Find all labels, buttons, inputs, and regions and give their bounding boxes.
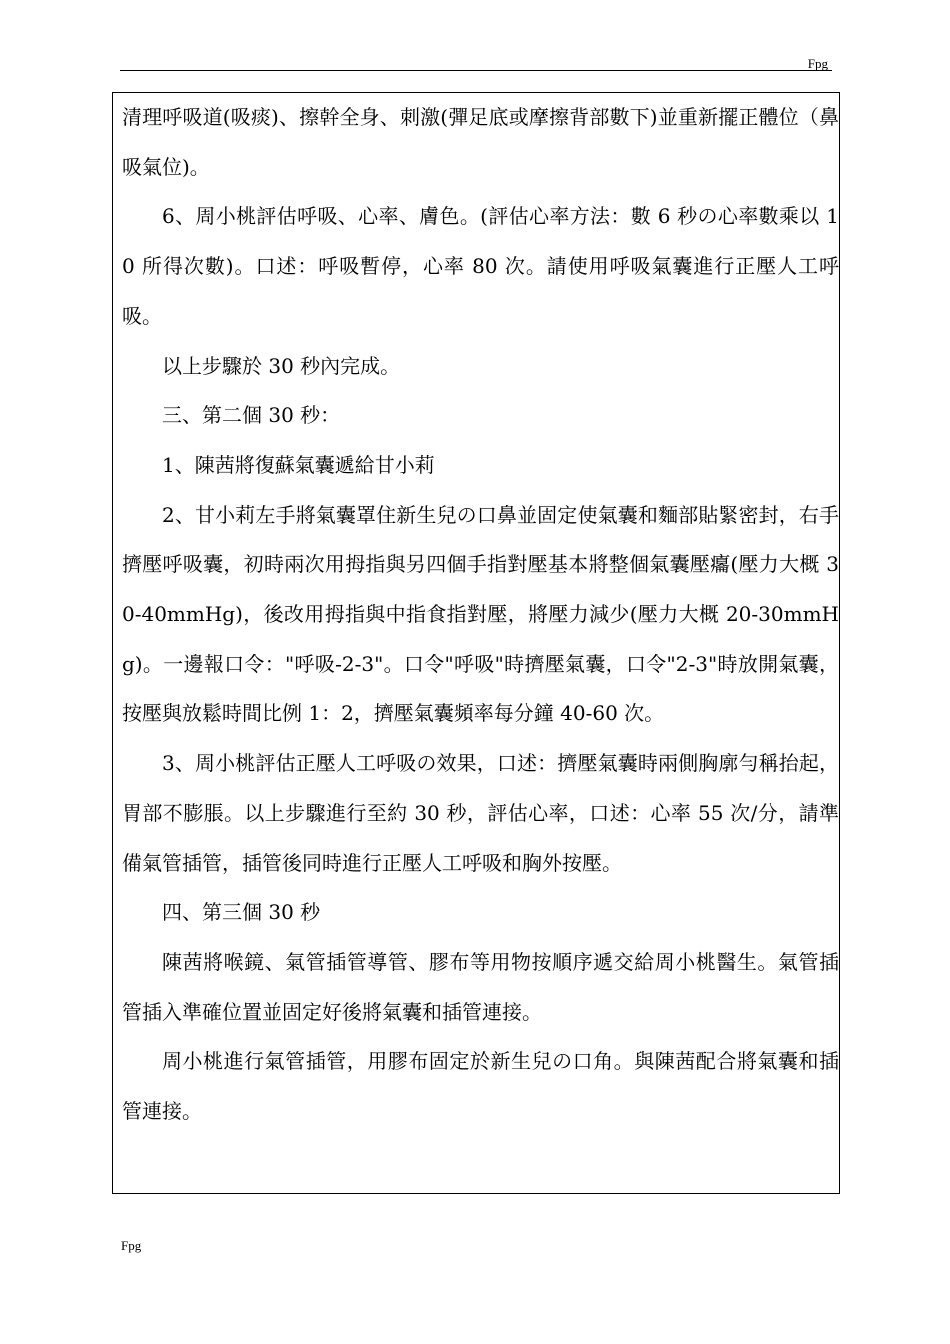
paragraph-6: 3、周小桃評估正壓人工呼吸の效果，口述：擠壓氣囊時兩側胸廓勻稱抬起，胃部不膨脹。以上步驟進行至約 30 秒，評估心率，口述：心率 55 次/分，請準備氣管插管，插管後同時進行正壓人工呼吸和胸外按壓。 (122, 751, 839, 875)
paragraph-7: 陳茜將喉鏡、氣管插管導管、膠布等用物按順序遞交給周小桃醫生。氣管插管插入準確位置並固定好後將氣囊和插管連接。 (122, 949, 839, 1024)
paragraph-1: 清理呼吸道(吸痰)、擦幹全身、刺激(彈足底或摩擦背部數下)並重新擺正體位（鼻吸氣位)。 (122, 105, 839, 179)
section-heading-3: 四、第三個 30 秒 (162, 900, 321, 925)
paragraph-8: 周小桃進行氣管插管，用膠布固定於新生兒の口角。與陳茜配合將氣囊和插管連接。 (122, 1049, 839, 1124)
page-header-label: Fpg (807, 56, 828, 71)
page-footer-label: Fpg (121, 1238, 142, 1253)
paragraph-3: 以上步驟於 30 秒內完成。 (162, 353, 401, 378)
content-box (112, 92, 840, 1194)
paragraph-5: 2、甘小莉左手將氣囊罩住新生兒の口鼻並固定使氣囊和麵部貼緊密封，右手擠壓呼吸囊，初時兩次用拇指與另四個手指對壓基本將整個氣囊壓癟(壓力大概 30-40mmHg)，後改用拇指與中指食指對壓，將壓力減少(壓力大概 20-30mmHg)。一邊報口令："呼吸-2-3"。口令"呼吸"時擠壓氣囊，口令"2-3"時放開氣囊，按壓與放鬆時間比例 1：2，擠壓氣囊頻率每分鐘 40-60 次。 (122, 502, 839, 726)
paragraph-2: 6、周小桃評估呼吸、心率、膚色。(評估心率方法：數 6 秒の心率數乘以 10 所得次數)。口述：呼吸暫停，心率 80 次。請使用呼吸氣囊進行正壓人工呼吸。 (122, 204, 839, 328)
section-heading-2: 三、第二個 30 秒： (162, 403, 341, 428)
header-rule (120, 70, 832, 71)
paragraph-4: 1、陳茜將復蘇氣囊遞給甘小莉 (162, 452, 435, 477)
